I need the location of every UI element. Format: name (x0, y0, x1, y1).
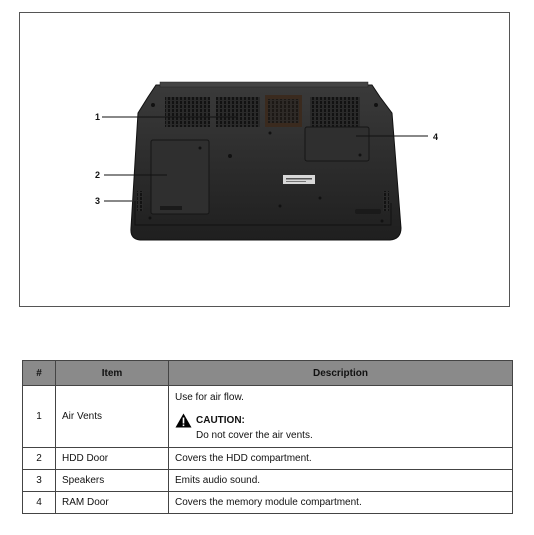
row-number: 2 (23, 448, 56, 470)
speaker-grille-left (137, 191, 143, 211)
caution-text: Do not cover the air vents. (196, 430, 313, 441)
speaker-grille-right (383, 191, 389, 211)
row-number: 1 (23, 386, 56, 448)
row-description (169, 386, 513, 448)
row-description: Emits audio sound. (169, 470, 513, 492)
table-row (23, 448, 513, 470)
laptop-top-edge (160, 82, 368, 87)
caution-block (175, 413, 506, 428)
laptop-bottom-figure (19, 12, 510, 307)
table-row (23, 470, 513, 492)
header-description: Description (169, 361, 513, 386)
table-row (23, 386, 513, 448)
rubber-foot (355, 209, 381, 214)
description-text: Use for air flow. (175, 392, 244, 403)
callout-4: 4 (433, 132, 439, 142)
laptop-bottom-illustration (20, 13, 511, 308)
table-row (23, 492, 513, 514)
row-item: HDD Door (56, 448, 169, 470)
row-item: Air Vents (56, 386, 169, 448)
air-vent-left (165, 97, 210, 127)
air-vent-center (216, 97, 260, 127)
hdd-door-shape (151, 140, 209, 214)
air-vent-right (310, 97, 360, 127)
header-item: Item (56, 361, 169, 386)
warning-icon (175, 413, 192, 428)
row-description: Covers the memory module compartment. (169, 492, 513, 514)
row-number: 4 (23, 492, 56, 514)
callout-1: 1 (95, 112, 101, 122)
row-number: 3 (23, 470, 56, 492)
row-item: RAM Door (56, 492, 169, 514)
callout-2: 2 (95, 170, 101, 180)
header-number: # (23, 361, 56, 386)
callout-3: 3 (95, 196, 101, 206)
caution-label: CAUTION: (196, 415, 245, 426)
air-vent-heatsink (268, 99, 299, 123)
row-item: Speakers (56, 470, 169, 492)
hdd-door-latch (160, 206, 182, 210)
components-table (22, 360, 513, 514)
table-header-row (23, 361, 513, 386)
row-description: Covers the HDD compartment. (169, 448, 513, 470)
